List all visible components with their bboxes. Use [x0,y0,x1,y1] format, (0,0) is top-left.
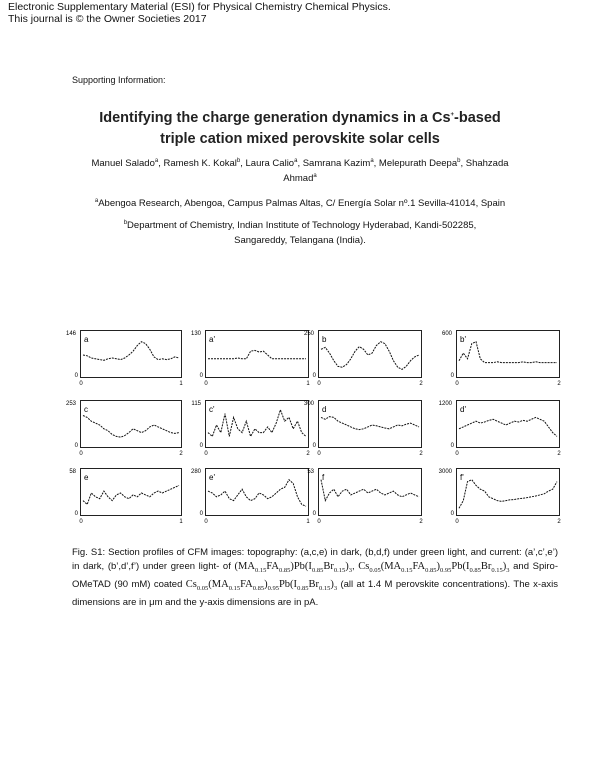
profile-chart-e [69,468,183,525]
author-sup: a [294,157,298,164]
affiliation-text: Sangareddy, Telangana (India). [234,235,366,246]
x-tick-left: 0 [204,519,208,525]
y-tick-top: 300 [303,401,314,407]
header-line-2: This journal is © the Owner Societies 2017 [8,13,207,25]
header-line-1: Electronic Supplementary Material (ESI) for Physical Chemistry Chemical Physics. [8,1,391,13]
author: , Melepurath Deepa [373,158,458,169]
profile-chart-b-prime [441,330,561,387]
profile-chart-f-prime [438,468,561,525]
profile-chart-d [303,400,423,457]
y-tick-top: 1200 [438,401,452,407]
title-sup: + [450,112,455,119]
figure-caption: Fig. S1: Section profiles of CFM images: topography: (a,c,e) in dark, (b,d,f) under green light, and current: (a’,c’,e’) in dark, (b’,d’,f’) under green light- of $(MA_{0.15}FA_{0.85})Pb(I_{0.85}Br_{0.15})_3$, $Cs_{0.05}(MA_{0.15}FA_{0.85})_{0.95}Pb(I_{0.85}Br_{0.15})_3$ and Spiro-OMeTAD (90 mM) coated $Cs_{0.05}(MA_{0.15}FA_{0.85})_{0.95}Pb(I_{0.85}Br_{0.15})_3$ (all at 1.4 M perovskite concentrations). The x-axis dimensions are in μm and the y-axis dimensions are in pA. [72,547,558,609]
x-tick-left: 0 [455,451,459,457]
author-sup: a [313,172,317,179]
affiliation-sup: b [123,219,128,226]
x-tick-right: 2 [419,519,423,525]
x-tick-right: 2 [419,451,423,457]
series-line [83,416,179,438]
y-tick-top: 250 [303,331,314,337]
author-list [60,156,540,186]
x-tick-right: 2 [557,519,561,525]
author-sup: b [457,157,461,164]
y-tick-bottom: 0 [312,443,316,449]
y-tick-top: 146 [65,331,76,337]
y-tick-bottom: 0 [312,511,316,517]
y-tick-bottom: 0 [74,373,78,379]
profile-chart-f [307,468,423,525]
y-tick-bottom: 0 [450,511,454,517]
series-line [459,417,557,436]
author: Manuel Salado [91,158,155,169]
author: , Samrana Kazim [297,158,371,169]
profile-chart-c-prime [191,400,310,457]
x-tick-left: 0 [79,519,83,525]
x-tick-left: 0 [204,451,208,457]
y-tick-bottom: 0 [74,511,78,517]
series-line [321,342,419,370]
author: , Shahzada [460,158,509,169]
x-tick-right: 1 [306,381,310,387]
profile-chart-d-prime [438,400,561,457]
chart-svg [438,401,561,457]
x-tick-right: 2 [179,451,183,457]
x-tick-left: 0 [317,381,321,387]
profile-chart-c [65,400,183,457]
panel-label: f' [460,473,464,482]
chart-svg [307,469,423,525]
x-tick-left: 0 [204,381,208,387]
y-tick-bottom: 0 [199,511,203,517]
supporting-label: Supporting Information: [72,75,166,85]
profile-chart-a-prime [190,330,310,387]
y-tick-top: 253 [65,401,76,407]
x-tick-right: 1 [179,519,183,525]
author: , Ramesh K. Kokal [158,158,237,169]
y-tick-top: 130 [190,331,201,337]
affiliation-text: Department of Chemistry, Indian Institute of Technology Hyderabad, Kandi-502285, [127,220,477,231]
panel-label: a [84,335,89,344]
series-line [208,350,306,358]
caption-fig-label: Fig. S1: [72,547,106,558]
title-line-1-post: -based [454,110,501,126]
x-tick-right: 2 [306,451,310,457]
panel-label: f [322,473,325,482]
title-line-1-pre: Identifying the charge generation dynamics in a Cs [99,110,451,126]
caption-text-3: (all at 1.4 M perovskite concentrations). The x-axis dimensions are in μm and the y-axis dimensions are in pA. [72,579,558,609]
affiliation-sup: a [94,197,99,204]
y-tick-top: 3000 [438,469,452,475]
author: , Laura Calio [240,158,295,169]
series-line [83,342,179,361]
x-tick-right: 1 [306,519,310,525]
x-tick-left: 0 [79,451,83,457]
author-sup: a [370,157,374,164]
profile-chart-e-prime [190,468,310,525]
panel-label: b [322,335,327,344]
affiliation-text: Abengoa Research, Abengoa, Campus Palmas Altas, C/ Energía Solar nº.1 Sevilla-41014, Spain [98,198,506,209]
caption-text-2: and Spiro-OMeTAD (90 mM) coated [72,561,558,591]
chart-svg [441,331,561,387]
y-tick-bottom: 0 [199,443,203,449]
y-tick-bottom: 0 [450,443,454,449]
y-tick-top: 280 [190,469,201,475]
chart-svg [65,401,183,457]
chem-formula-3: $Cs_{0.05}(MA_{0.15}FA_{0.85})_{0.95}Pb(I_{0.85}Br_{0.15})_3$ [185,579,338,593]
author: Ahmad [283,173,314,184]
y-tick-bottom: 0 [74,443,78,449]
x-tick-right: 2 [557,451,561,457]
affiliation-b [60,218,540,248]
y-tick-bottom: 0 [312,373,316,379]
series-line [459,480,557,509]
chart-svg [69,469,183,525]
chem-formula-2: $Cs_{0.05}(MA_{0.15}FA_{0.85})_{0.95}Pb(I_{0.85}Br_{0.15})_3$ [358,561,510,575]
series-line [208,410,306,437]
affiliation-a [60,196,540,211]
y-tick-top: 600 [441,331,452,337]
chart-svg [65,331,183,387]
series-line [208,480,306,507]
chem-formula-1: $(MA_{0.15}FA_{0.85})Pb(I_{0.85}Br_{0.15})_3$ [234,561,352,575]
series-line [459,342,557,363]
y-tick-top: 53 [307,469,314,475]
author-sup: b [236,157,241,164]
chart-svg [303,331,423,387]
chart-svg [438,469,561,525]
y-tick-bottom: 0 [450,373,454,379]
panel-label: c [84,405,88,414]
chart-svg [303,401,423,457]
series-line [321,480,419,501]
x-tick-left: 0 [317,519,321,525]
x-tick-left: 0 [455,381,459,387]
x-tick-right: 1 [179,381,183,387]
y-tick-bottom: 0 [199,373,203,379]
author-sup: a [154,157,159,164]
title-line-2: triple cation mixed perovskite solar cells [160,131,440,147]
y-tick-top: 115 [191,401,201,407]
x-tick-right: 2 [419,381,423,387]
panel-label: e [84,473,89,482]
x-tick-right: 2 [557,381,561,387]
x-tick-left: 0 [317,451,321,457]
series-line [83,485,179,504]
x-tick-left: 0 [455,519,459,525]
panel-label: c' [209,405,215,414]
panel-label: d [322,405,327,414]
x-tick-left: 0 [79,381,83,387]
panel-label: e' [209,473,215,482]
series-line [321,417,419,430]
panel-label: b' [460,335,466,344]
panel-label: d' [460,405,466,414]
chart-svg [190,469,310,525]
caption-text-1: Section profiles of CFM images: topography: (a,c,e) in dark, (b,d,f) under green light, and current: (a’,c’,e’) in dark, (b’,d’,f’) under green light- of [72,547,558,572]
panel-label: a' [209,335,215,344]
y-tick-top: 58 [69,469,76,475]
profile-chart-a [65,330,183,387]
paper-title [60,108,540,150]
profile-chart-b [303,330,423,387]
